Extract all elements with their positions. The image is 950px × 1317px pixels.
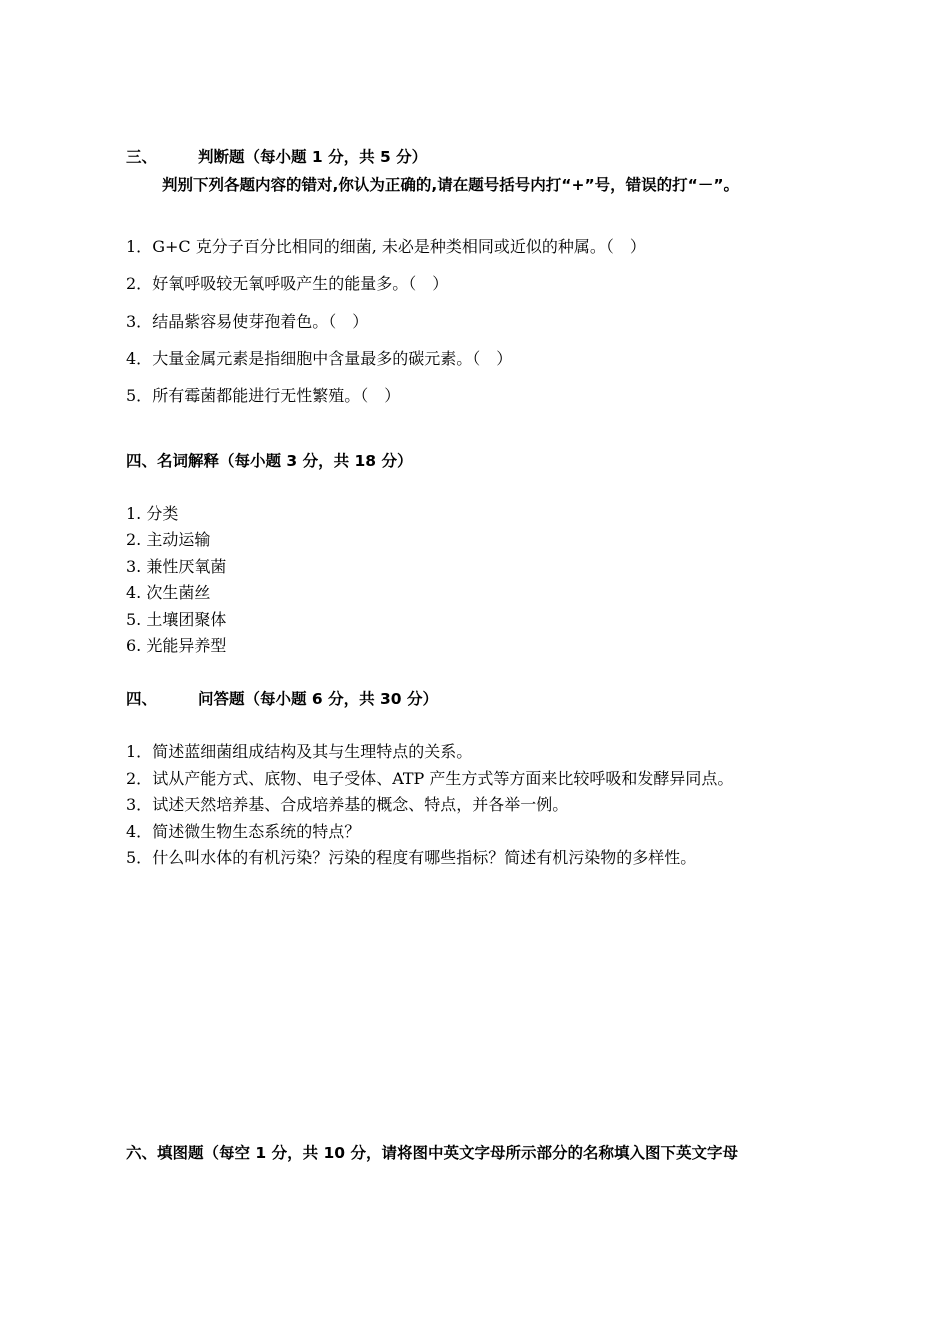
qa-question-number: 2． (126, 769, 153, 788)
tf-question-4 (126, 349, 512, 369)
qa-question-4 (126, 822, 360, 842)
tf-question-text: 好氧呼吸较无氧呼吸产生的能量多。（ ） (152, 274, 449, 293)
section3-heading (126, 147, 427, 167)
section3-number: 三、 (126, 148, 158, 166)
qa-question-text: 什么叫水体的有机污染？污染的程度有哪些指标？简述有机污染物的多样性。 (152, 848, 697, 867)
tf-question-number: 5． (126, 386, 153, 405)
tf-question-number: 3． (126, 312, 153, 331)
qa-question-text: 试述天然培养基、合成培养基的概念、特点，并各举一例。 (152, 795, 569, 814)
term-item-2: 2. 主动运输 (126, 530, 211, 549)
section3-title: 判断题（每小题 1 分，共 5 分） (198, 148, 428, 166)
tf-question-1 (126, 237, 646, 257)
tf-question-number: 1． (126, 237, 153, 256)
qa-question-5 (126, 848, 696, 868)
tf-question-number: 2． (126, 274, 153, 293)
qa-question-number: 3． (126, 795, 153, 814)
tf-question-text: 结晶紫容易使芽孢着色。（ ） (152, 312, 369, 331)
section4b-number: 四、 (126, 690, 158, 708)
qa-question-number: 4． (126, 822, 153, 841)
qa-question-2 (126, 769, 733, 789)
tf-question-text: 所有霉菌都能进行无性繁殖。（ ） (152, 386, 401, 405)
qa-question-3 (126, 795, 568, 815)
section4b-title: 问答题（每小题 6 分，共 30 分） (198, 690, 438, 708)
section4a-title: 四、名词解释（每小题 3 分，共 18 分） (126, 452, 413, 470)
term-item-5: 5. 土壤团聚体 (126, 610, 227, 629)
qa-question-text: 简述微生物生态系统的特点？ (152, 822, 361, 841)
qa-question-text: 试从产能方式、底物、电子受体、ATP 产生方式等方面来比较呼吸和发酵异同点。 (152, 769, 734, 788)
section3-instruction: 判别下列各题内容的错对,你认为正确的,请在题号括号内打“+”号，错误的打“－”。 (162, 176, 740, 194)
qa-question-number: 5． (126, 848, 153, 867)
tf-question-text: 大量金属元素是指细胞中含量最多的碳元素。（ ） (152, 349, 513, 368)
term-item-4: 4. 次生菌丝 (126, 583, 211, 602)
tf-question-5 (126, 386, 400, 406)
tf-question-text: G+C 克分子百分比相同的细菌, 未必是种类相同或近似的种属。（ ） (152, 237, 646, 256)
section4b-heading (126, 689, 438, 709)
tf-question-2 (126, 274, 448, 294)
tf-question-number: 4． (126, 349, 153, 368)
tf-question-3 (126, 312, 368, 332)
qa-question-number: 1． (126, 742, 153, 761)
qa-question-1 (126, 742, 472, 762)
term-item-3: 3. 兼性厌氧菌 (126, 557, 227, 576)
qa-question-text: 简述蓝细菌组成结构及其与生理特点的关系。 (152, 742, 473, 761)
section6-title: 六、填图题（每空 1 分，共 10 分，请将图中英文字母所示部分的名称填入图下英文字母 (126, 1144, 738, 1162)
term-item-1: 1. 分类 (126, 504, 179, 523)
term-item-6: 6. 光能异养型 (126, 636, 227, 655)
